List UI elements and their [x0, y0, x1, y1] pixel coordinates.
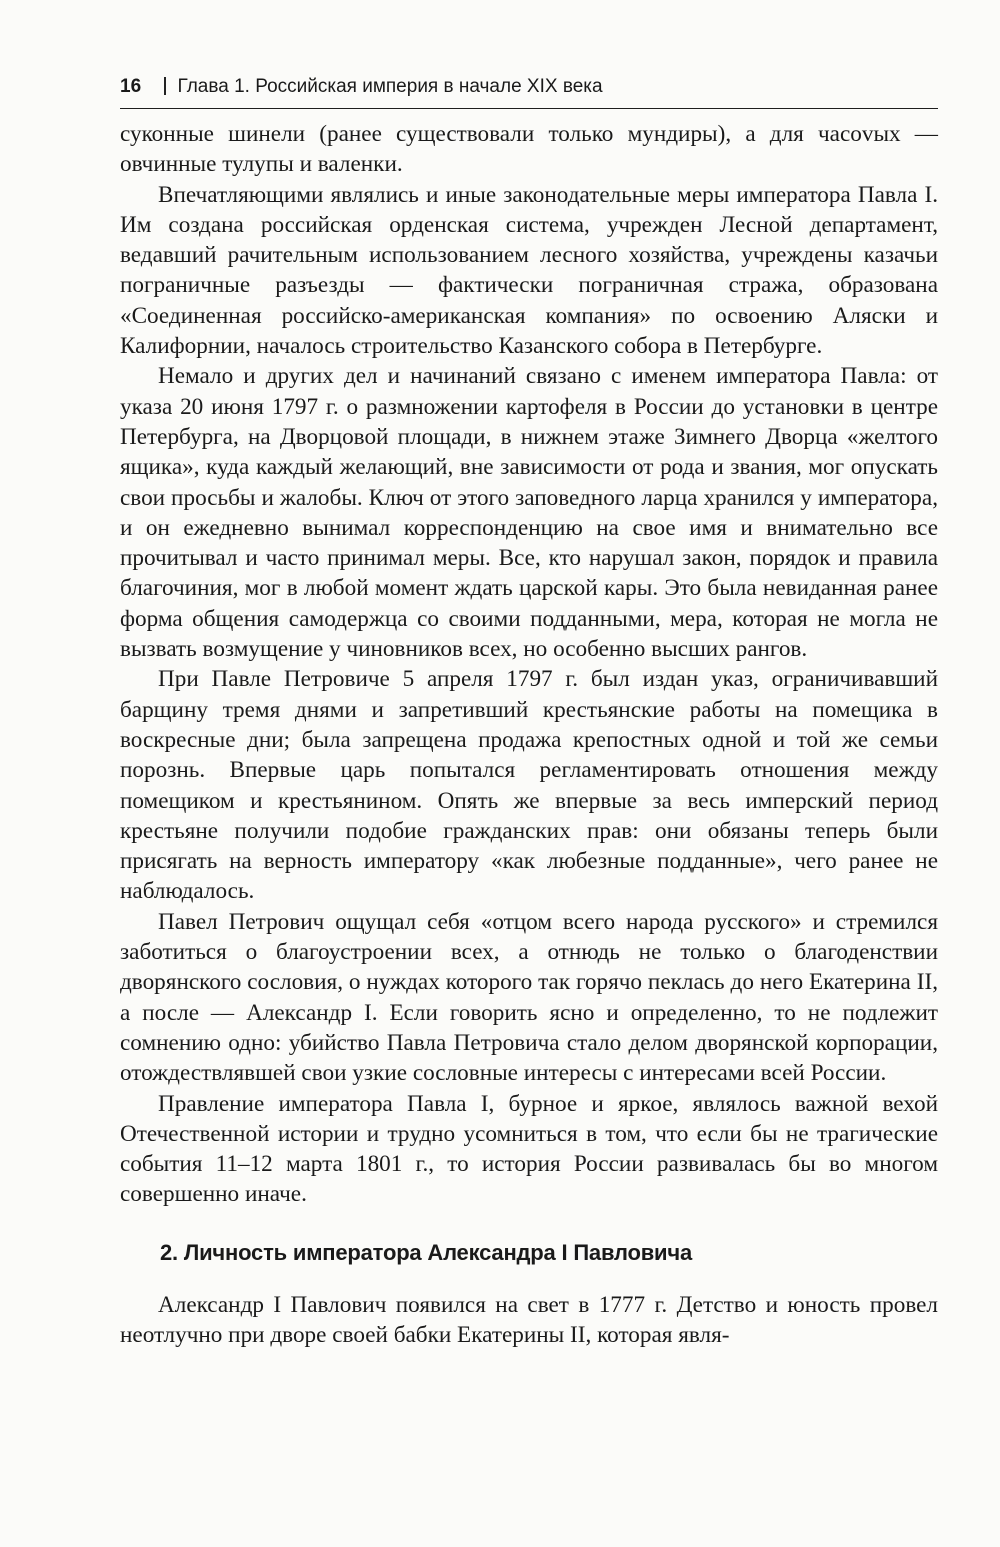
header-separator — [164, 77, 166, 95]
paragraph: При Павле Петровиче 5 апреля 1797 г. был издан указ, ограничивавший барщину тремя днями и запретивший крестьянские работы на помещика в воскресные дни; была запрещена продажа крепостных одной и той же семьи порознь. Впервые царь попытался регламентировать отношения между помещиком и крестьянином. Опять же впервые за весь имперский период крестьяне получили подобие гражданских прав: они обязаны теперь были присягать на верность императору «как любезные подданные», чего ранее не наблюдалось. — [120, 666, 938, 905]
paragraph: Впечатляющими являлись и иные законодательные меры императора Павла I. Им создана российская орденская система, учрежден Лесной департамент, ведавший рачительным использованием лесного хозяйства, учреждены казачьи пограничные разъезды — фактически пограничная стража, образована «Соединенная российско-американская компания» по освоению Аляски и Калифорнии, началось строительство Казанского собора в Петербурге. — [120, 181, 938, 360]
page-number: 16 — [120, 76, 142, 97]
book-page — [120, 70, 938, 1348]
paragraph: Немало и других дел и начинаний связано с именем императора Павла: от указа 20 июня 1797 г. о размножении картофеля в России до установки в центре Петербурга, на Дворцовой площади, в нижнем этаже Зимнего Дворца «желтого ящика», куда каждый желающий, вне зависимости от рода и звания, мог опускать свои просьбы и жалобы. Ключ от этого заповедного ларца хранился у императора, и он ежедневно вынимал корреспонденцию на свое имя и внимательно все прочитывал и часто принимал меры. Все, кто нарушал закон, порядок и правила благочиния, мог в любой момент ждать царской кары. Это была невиданная ранее форма общения самодержца со своими подданными, мера, которая не могла не вызвать возмущение у чиновников всех, но особенно высших рангов. — [120, 363, 938, 663]
section-paragraph: Александр I Павлович появился на свет в 1777 г. Детство и юность провел неотлучно при дворе своей бабки Екатерины II, которая явля- — [120, 1291, 938, 1348]
paragraph: Павел Петрович ощущал себя «отцом всего народа русского» и стремился заботиться о благоустроении всех, а отнюдь не только о благоденствии дворянского сословия, о нуждах которого так горячо пеклась до него Екатерина II, а после — Александр I. Если говорить ясно и определенно, то не подлежит сомнению одно: убийство Павла Петровича стало делом дворянской корпорации, отождествлявшей свои узкие сословные интересы с интересами всей России. — [120, 908, 938, 1087]
body-text — [120, 119, 938, 1350]
chapter-title: Глава 1. Российская империя в начале XIX века — [177, 76, 603, 97]
running-header — [120, 70, 938, 104]
header-rule — [120, 108, 938, 109]
paragraph: Правление императора Павла I, бурное и яркое, являлось важной вехой Отечественной истории и трудно усомниться в том, что если бы не трагические события 11–12 марта 1801 г., то история России развивалась бы во многом совершенно иначе. — [120, 1090, 938, 1208]
section-heading: 2. Личность императора Александра I Павловича — [160, 1239, 692, 1265]
paragraph-continued: суконные шинели (ранее существовали только мундиры), а для часоvых — овчинные тулупы и валенки. — [120, 121, 938, 178]
